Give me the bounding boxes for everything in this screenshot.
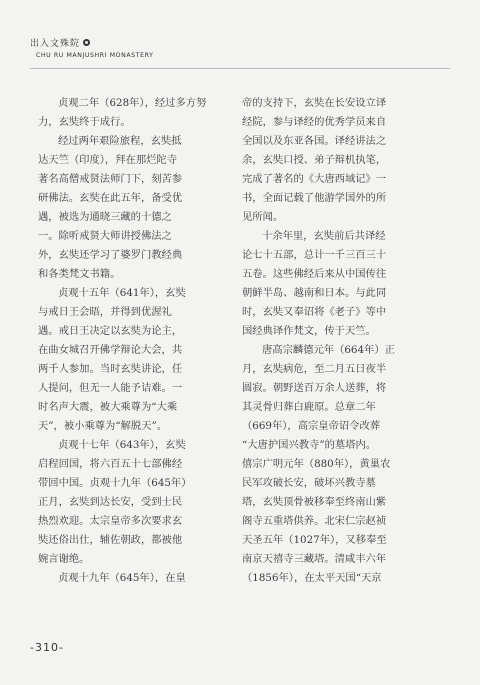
- text-line: （1856年），在太平天国“天京: [242, 572, 382, 584]
- text-line: 见所闻。: [242, 211, 284, 223]
- text-line: 一。除听戒贤大师讲授佛法之: [38, 230, 172, 242]
- text-line: （669年），高宗皇帝诏令改葬: [242, 420, 381, 432]
- text-line: 贞观十七年（643年），玄奘: [58, 439, 186, 451]
- text-line: 论七十五部，总计一千三百三十: [242, 249, 387, 261]
- text-line: 著名高僧戒贤法师门下，刻苦参: [38, 173, 183, 185]
- text-line: 全国以及东亚各国。译经讲法之: [242, 135, 387, 147]
- text-line: 余，玄奘口授、弟子辩机执笔，: [242, 154, 387, 166]
- text-line: 外，玄奘还学习了婆罗门教经典: [38, 249, 183, 261]
- text-line: 热烈欢迎。太宗皇帝多次要求玄: [38, 515, 183, 527]
- text-line: 十余年里，玄奘前后共译经: [262, 230, 386, 242]
- text-line: 五卷。这些佛经后来从中国传往: [242, 268, 387, 280]
- text-line: 南京天禧寺三藏塔。清咸丰六年: [242, 553, 387, 565]
- text-line: “大唐护国兴教寺”的墓塔内。: [242, 439, 377, 451]
- text-line: 经院，参与译经的优秀学员来自: [242, 116, 387, 128]
- header-rule: [30, 68, 450, 69]
- text-line: 塔，玄奘顶骨被移奉至终南山紫: [242, 496, 387, 508]
- text-line: 与戒日王会晤，并得到优渥礼: [38, 306, 172, 318]
- text-line: 阁寺五重塔供养。北宋仁宗赵祯: [242, 515, 387, 527]
- circle-icon: [83, 39, 90, 46]
- running-header: [30, 36, 153, 59]
- text-line: 贞观二年（628年），经过多方努: [58, 97, 207, 109]
- text-line: 奘还俗出仕，辅佐朝政，都被他: [38, 534, 183, 546]
- text-line: 唐高宗麟德元年（664年）正: [262, 344, 395, 356]
- text-line: 时名声大震，被大乘尊为“大乘: [38, 401, 178, 413]
- text-line: 遇。戒日王决定以玄奘为论主，: [38, 325, 183, 337]
- text-line: 圆寂。朝野送百万余人送葬，将: [242, 382, 387, 394]
- header-title-cn: 出入文殊院: [30, 39, 81, 49]
- text-line: 遇，被选为通晓三藏的十德之: [38, 211, 172, 223]
- text-line: 启程回国，将六百五十七部佛经: [38, 458, 183, 470]
- text-line: 和各类梵文书籍。: [38, 268, 121, 280]
- text-line: 力，玄奘终于成行。: [38, 116, 131, 128]
- text-line: 在曲女城召开佛学辩论大会，共: [38, 344, 183, 356]
- text-line: 贞观十九年（645年），在皇: [58, 572, 186, 584]
- text-line: 帝的支持下，玄奘在长安设立译: [242, 97, 387, 109]
- text-line: 贞观十五年（641年），玄奘: [58, 287, 186, 299]
- text-line: 书，全面记载了他游学国外的所: [242, 192, 387, 204]
- text-line: 民军攻破长安，破坏兴教寺墓: [242, 477, 376, 489]
- text-line: 天圣五年（1027年），又移奉至: [242, 534, 387, 546]
- text-line: 其灵骨归葬白鹿原。总章二年: [242, 401, 376, 413]
- text-line: 研佛法。玄奘在此五年，备受优: [38, 192, 183, 204]
- text-line: 婉言谢绝。: [38, 553, 90, 565]
- text-line: 时，玄奘又奉诏将《老子》等中: [242, 306, 387, 318]
- text-line: 月，玄奘病危，至二月五日夜半: [242, 363, 387, 375]
- text-line: 达天竺（印度），拜在那烂陀寺: [38, 154, 178, 166]
- text-line: 经过两年艰险旅程，玄奘抵: [58, 135, 182, 147]
- right-column: [242, 94, 432, 588]
- text-line: 天”，被小乘尊为“解脱天”。: [38, 420, 168, 432]
- text-line: 正月，玄奘到达长安，受到士民: [38, 496, 183, 508]
- header-title-en: CHU RU MANJUSHRI MONASTERY: [36, 52, 154, 59]
- text-line: 完成了著名的《大唐西域记》一: [242, 173, 387, 185]
- text-line: 带回中国。贞观十九年（645年）: [38, 477, 192, 489]
- text-line: 朝鲜半岛、越南和日本。与此同: [242, 287, 387, 299]
- header-title: [30, 36, 153, 49]
- text-line: 国经典译作梵文，传于天竺。: [242, 325, 376, 337]
- left-column: [38, 94, 228, 588]
- text-line: 僖宗广明元年（880年），黄巢农: [242, 458, 391, 470]
- text-line: 两千人参加。当时玄奘讲论，任: [38, 363, 183, 375]
- text-line: 人提问，但无一人能予诘难。一: [38, 382, 183, 394]
- page-number: -310-: [30, 641, 64, 654]
